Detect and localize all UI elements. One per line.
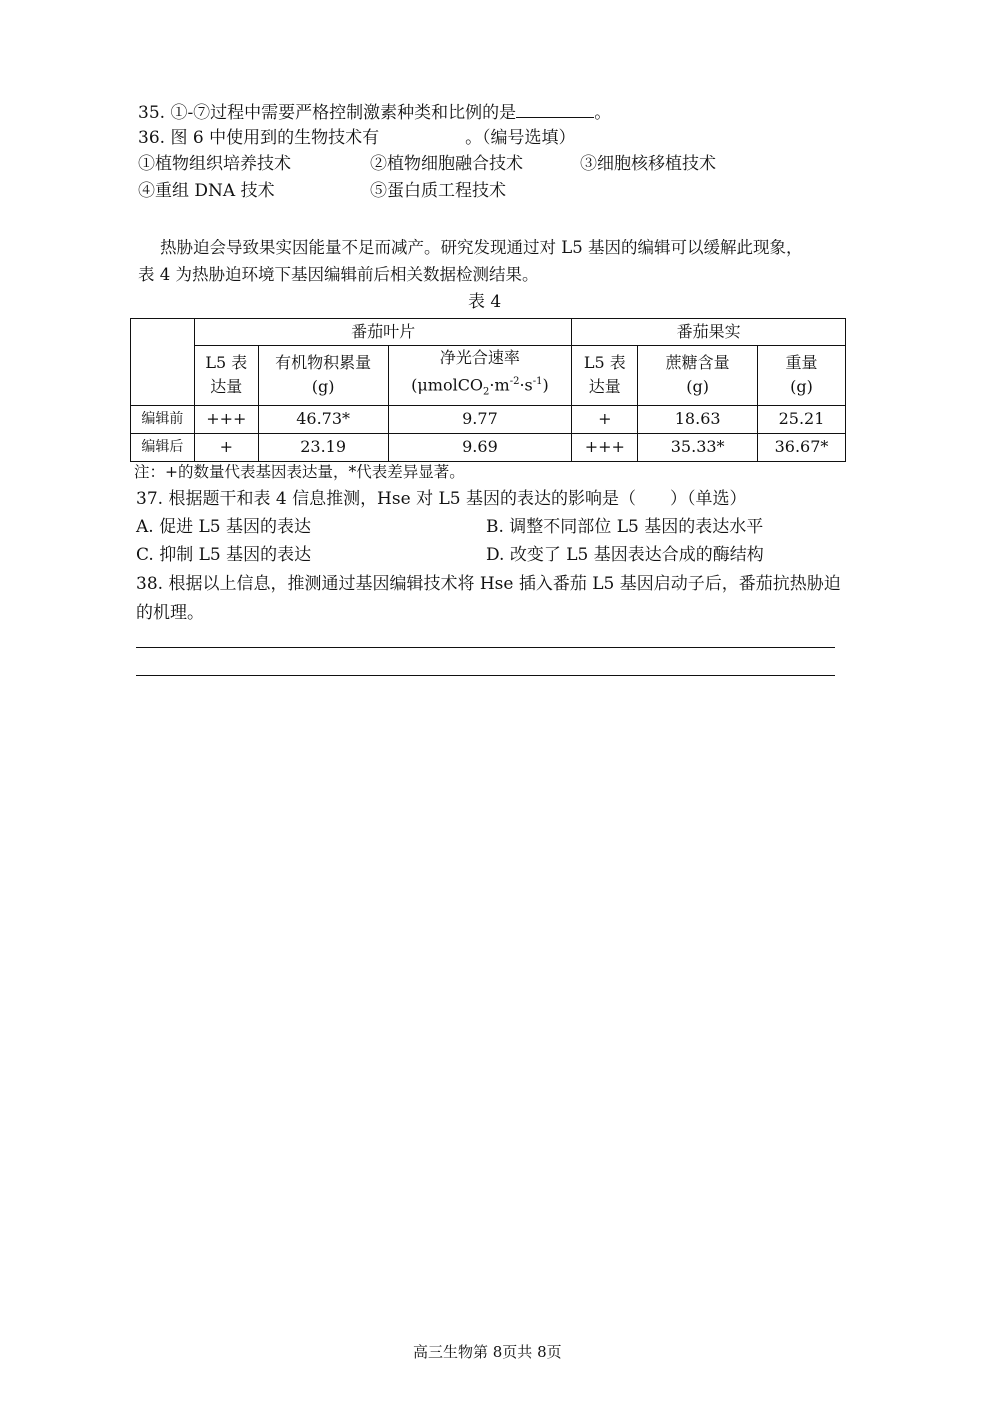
cell-leaf-expression: + — [194, 433, 258, 461]
group-header-fruit: 番茄果实 — [572, 319, 846, 346]
cell-weight: 36.67* — [758, 433, 846, 461]
option-4: ④重组 DNA 技术 — [138, 181, 275, 201]
cell-organic: 46.73* — [258, 405, 388, 433]
question-37-option-b[interactable]: B. 调整不同部位 L5 基因的表达水平 — [486, 517, 764, 537]
table-group-header-row — [131, 319, 846, 346]
answer-blank[interactable] — [516, 101, 594, 118]
data-table — [130, 318, 846, 462]
cell-sucrose: 18.63 — [638, 405, 758, 433]
cell-weight: 25.21 — [758, 405, 846, 433]
table-row — [131, 433, 846, 461]
cell-fruit-expression: +++ — [572, 433, 638, 461]
cell-fruit-expression: + — [572, 405, 638, 433]
option-5: ⑤蛋白质工程技术 — [370, 181, 506, 201]
options-row-2 — [138, 180, 838, 202]
question-38-line-2: 的机理。 — [136, 603, 204, 623]
intro-paragraph-line-1: 热胁迫会导致果实因能量不足而减产。研究发现通过对 L5 基因的编辑可以缓解此现象， — [160, 238, 803, 257]
answer-line[interactable] — [136, 675, 835, 676]
answer-line[interactable] — [136, 647, 835, 648]
option-2: ②植物细胞融合技术 — [370, 154, 523, 174]
cell-photosynthesis: 9.77 — [388, 405, 572, 433]
question-35-text: 35. ①-⑦过程中需要严格控制激素种类和比例的是 — [138, 103, 517, 123]
header-leaf-expression: L5 表 达量 — [194, 346, 258, 406]
header-fruit-expression: L5 表 达量 — [572, 346, 638, 406]
cell-photosynthesis: 9.69 — [388, 433, 572, 461]
corner-cell — [131, 319, 195, 406]
options-row-1 — [138, 153, 838, 175]
header-weight: 重量 (g) — [758, 346, 846, 406]
row-label: 编辑前 — [131, 405, 195, 433]
header-net-photosynthesis: 净光合速率 $(\mu molCO_2\cdot m^{-2}\cdot s^{-1})$ — [388, 346, 572, 406]
intro-paragraph-line-2: 表 4 为热胁迫环境下基因编辑前后相关数据检测结果。 — [138, 265, 539, 284]
table-caption: 表 4 — [468, 292, 502, 312]
page-footer: 高三生物第 8页共 8页 — [413, 1343, 562, 1361]
header-sucrose: 蔗糖含量 (g) — [638, 346, 758, 406]
question-35: 35. ①-⑦过程中需要严格控制激素种类和比例的是 。 — [138, 103, 612, 123]
table-note: 注：+的数量代表基因表达量，*代表差异显著。 — [134, 463, 465, 481]
row-label: 编辑后 — [131, 433, 195, 461]
table-row — [131, 405, 846, 433]
question-37-option-d[interactable]: D. 改变了 L5 基因表达合成的酶结构 — [486, 545, 764, 565]
option-3: ③细胞核移植技术 — [580, 154, 716, 174]
question-37-option-a[interactable]: A. 促进 L5 基因的表达 — [136, 517, 311, 537]
question-36-suffix: 。（编号选填） — [465, 128, 576, 148]
cell-leaf-expression: +++ — [194, 405, 258, 433]
option-1: ①植物组织培养技术 — [138, 154, 291, 174]
cell-organic: 23.19 — [258, 433, 388, 461]
header-organic-matter: 有机物积累量 (g) — [258, 346, 388, 406]
question-36-prefix: 36. 图 6 中使用到的生物技术有 — [138, 128, 380, 148]
question-38-line-1: 38. 根据以上信息，推测通过基因编辑技术将 Hse 插入番茄 L5 基因启动子后，番茄抗热胁迫 — [136, 574, 841, 594]
cell-sucrose: 35.33* — [638, 433, 758, 461]
question-37-stem: 37. 根据题干和表 4 信息推测，Hse 对 L5 基因的表达的影响是（ ）（单选） — [136, 489, 747, 509]
question-36 — [138, 127, 576, 149]
question-37-option-c[interactable]: C. 抑制 L5 基因的表达 — [136, 545, 312, 565]
group-header-leaf: 番茄叶片 — [194, 319, 572, 346]
table-column-header-row — [131, 346, 846, 406]
